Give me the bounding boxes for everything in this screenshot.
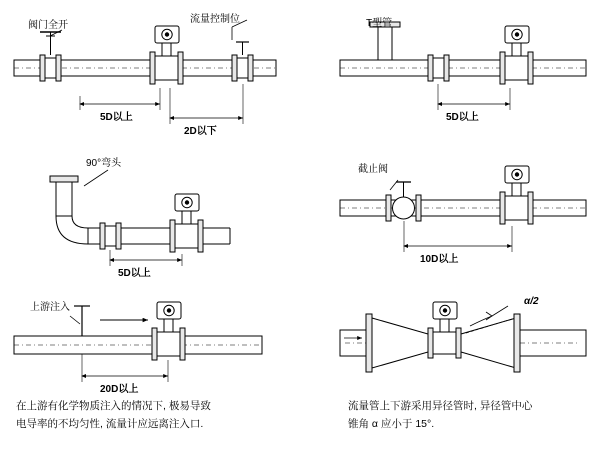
panel-reducer-cone bbox=[340, 302, 586, 372]
note-right-line-1: 流量管上下游采用异径管时, 异径管中心 bbox=[348, 400, 533, 412]
dim-5d-panel2: 5D以上 bbox=[446, 112, 479, 123]
label-elbow-90: 90°弯头 bbox=[86, 158, 122, 169]
panel-valve-fully-open bbox=[14, 20, 276, 124]
panel-stop-valve bbox=[340, 166, 586, 252]
panel-upstream-injection bbox=[14, 302, 262, 382]
label-stop-valve: 截止阀 bbox=[358, 164, 388, 175]
note-right-line-2: 锥角 α 应小于 15°. bbox=[348, 418, 435, 430]
dim-2d-panel1: 2D以下 bbox=[184, 126, 217, 137]
label-upstream-injection: 上游注入 bbox=[30, 302, 70, 313]
note-line-1: 在上游有化学物质注入的情况下, 极易导致 bbox=[16, 400, 211, 412]
label-flow-control-position: 流量控制位 bbox=[190, 14, 240, 25]
dim-10d-panel4: 10D以上 bbox=[420, 254, 459, 265]
dim-5d-panel3: 5D以上 bbox=[118, 268, 151, 279]
label-valve-fully-open: 阀门全开 bbox=[28, 20, 68, 31]
label-tee-pipe: T型管 bbox=[366, 18, 393, 29]
label-alpha-half: α/2 bbox=[524, 296, 539, 307]
dim-5d-panel1: 5D以上 bbox=[100, 112, 133, 123]
panel-tee-pipe bbox=[340, 22, 586, 110]
panel-elbow-90 bbox=[50, 170, 230, 266]
dim-20d-panel5: 20D以上 bbox=[100, 384, 139, 395]
note-line-2: 电导率的不均匀性, 流量计应远离注入口. bbox=[16, 418, 204, 430]
